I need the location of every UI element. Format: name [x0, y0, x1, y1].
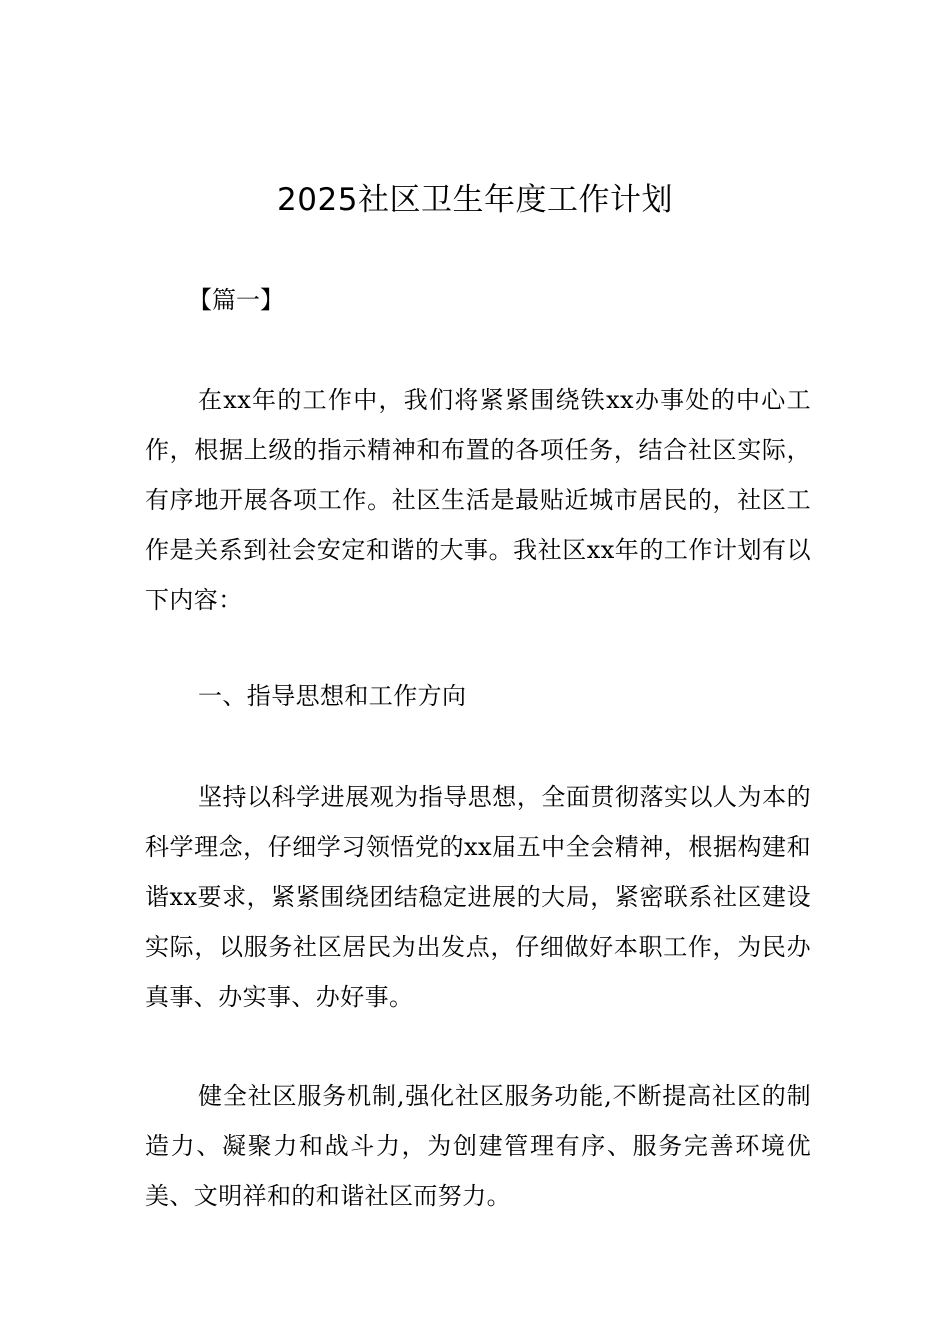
paragraph-service-mechanism: 健全社区服务机制,强化社区服务功能,不断提高社区的制造力、凝聚力和战斗力，为创建管理有序、服务完善环境优美、文明祥和的和谐社区而努力。 — [145, 1082, 811, 1210]
paragraph-guiding-thought: 坚持以科学进展观为指导思想，全面贯彻落实以人为本的科学理念，仔细学习领悟党的xx届五中全会精神，根据构建和谐xx要求，紧紧围绕团结稳定进展的大局，紧密联系社区建设实际，以服务社区居民为出发点，仔细做好本职工作，为民办真事、办实事、办好事。 — [145, 783, 811, 1011]
document-title: 2025社区卫生年度工作计划 — [277, 182, 673, 218]
section-heading-guiding-thought: 一、指导思想和工作方向 — [198, 682, 467, 710]
section-tag: 【篇一】 — [188, 286, 284, 314]
intro-paragraph: 在xx年的工作中，我们将紧紧围绕铁xx办事处的中心工作，根据上级的指示精神和布置的各项任务，结合社区实际，有序地开展各项工作。社区生活是最贴近城市居民的，社区工作是关系到社会安定和谐的大事。我社区xx年的工作计划有以下内容： — [145, 386, 811, 614]
